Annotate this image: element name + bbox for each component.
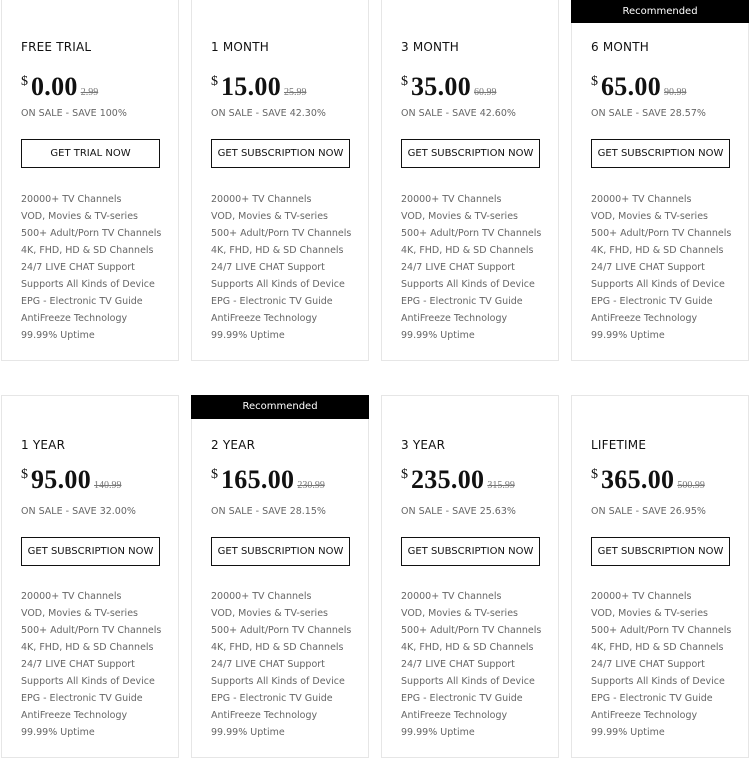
get-subscription-button[interactable]: GET SUBSCRIPTION NOW [211, 139, 350, 168]
feature-item: 500+ Adult/Porn TV Channels [211, 625, 352, 636]
feature-list [401, 588, 541, 741]
feature-item: EPG - Electronic TV Guide [21, 296, 143, 307]
get-trial-button[interactable]: GET TRIAL NOW [21, 139, 160, 168]
feature-item: EPG - Electronic TV Guide [211, 693, 333, 704]
feature-item: EPG - Electronic TV Guide [211, 296, 333, 307]
feature-item: 20000+ TV Channels [401, 194, 502, 205]
feature-item: EPG - Electronic TV Guide [401, 296, 523, 307]
get-subscription-button[interactable]: GET SUBSCRIPTION NOW [401, 537, 540, 566]
feature-item: 4K, FHD, HD & SD Channels [21, 642, 154, 653]
feature-item: VOD, Movies & TV-series [401, 211, 518, 222]
plan-card-6-month [571, 0, 749, 361]
plan-title: LIFETIME [591, 438, 647, 452]
feature-item: 20000+ TV Channels [591, 194, 692, 205]
currency-symbol: $ [401, 467, 408, 482]
old-price: 500.99 [677, 480, 705, 491]
feature-item: VOD, Movies & TV-series [21, 608, 138, 619]
feature-item: 24/7 LIVE CHAT Support [21, 659, 135, 670]
price-amount: 35.00 [411, 72, 471, 101]
feature-item: 4K, FHD, HD & SD Channels [211, 245, 344, 256]
feature-list [21, 588, 161, 741]
sale-text: ON SALE - SAVE 32.00% [21, 506, 136, 517]
plan-price [211, 72, 307, 102]
feature-item: Supports All Kinds of Device [211, 279, 345, 290]
feature-item: EPG - Electronic TV Guide [401, 693, 523, 704]
sale-text: ON SALE - SAVE 28.57% [591, 108, 706, 119]
feature-item: 4K, FHD, HD & SD Channels [21, 245, 154, 256]
feature-item: Supports All Kinds of Device [591, 676, 725, 687]
plan-price [401, 72, 497, 102]
plan-title: 3 YEAR [401, 438, 446, 452]
feature-item: EPG - Electronic TV Guide [591, 693, 713, 704]
feature-item: AntiFreeze Technology [401, 313, 508, 324]
feature-list [591, 191, 731, 344]
old-price: 60.99 [474, 87, 497, 98]
feature-item: 24/7 LIVE CHAT Support [401, 659, 515, 670]
plan-card-3-year [381, 395, 559, 758]
feature-item: VOD, Movies & TV-series [401, 608, 518, 619]
feature-item: 4K, FHD, HD & SD Channels [591, 245, 724, 256]
feature-item: 20000+ TV Channels [211, 591, 312, 602]
feature-item: AntiFreeze Technology [591, 710, 698, 721]
feature-item: Supports All Kinds of Device [21, 676, 155, 687]
plan-title: 2 YEAR [211, 438, 256, 452]
currency-symbol: $ [211, 74, 218, 89]
feature-item: 99.99% Uptime [211, 330, 285, 341]
plan-card-lifetime [571, 395, 749, 758]
plan-card-3-month [381, 0, 559, 361]
feature-item: AntiFreeze Technology [211, 313, 318, 324]
feature-item: AntiFreeze Technology [401, 710, 508, 721]
feature-item: 20000+ TV Channels [21, 591, 122, 602]
feature-item: 4K, FHD, HD & SD Channels [401, 245, 534, 256]
plan-price [211, 465, 325, 495]
plan-title: 6 MONTH [591, 40, 649, 54]
plan-card-2-year [191, 395, 369, 758]
feature-list [591, 588, 731, 741]
old-price: 90.99 [664, 87, 687, 98]
feature-item: 500+ Adult/Porn TV Channels [591, 625, 732, 636]
feature-item: 500+ Adult/Porn TV Channels [21, 625, 162, 636]
feature-item: 99.99% Uptime [21, 727, 95, 738]
sale-text: ON SALE - SAVE 42.60% [401, 108, 516, 119]
plan-card-free-trial [1, 0, 179, 361]
feature-item: VOD, Movies & TV-series [591, 608, 708, 619]
plan-price [401, 465, 515, 495]
plan-price [21, 465, 122, 495]
price-amount: 65.00 [601, 72, 661, 101]
feature-list [211, 588, 351, 741]
feature-item: 4K, FHD, HD & SD Channels [211, 642, 344, 653]
recommended-badge: Recommended [571, 0, 749, 23]
price-amount: 0.00 [31, 72, 78, 101]
get-subscription-button[interactable]: GET SUBSCRIPTION NOW [211, 537, 350, 566]
feature-list [21, 191, 161, 344]
feature-item: 99.99% Uptime [211, 727, 285, 738]
feature-item: VOD, Movies & TV-series [211, 211, 328, 222]
sale-text: ON SALE - SAVE 100% [21, 108, 127, 119]
feature-list [401, 191, 541, 344]
plan-price [21, 72, 98, 102]
feature-item: Supports All Kinds of Device [21, 279, 155, 290]
feature-item: 24/7 LIVE CHAT Support [591, 262, 705, 273]
feature-item: AntiFreeze Technology [21, 710, 128, 721]
plan-card-1-month [191, 0, 369, 361]
feature-item: 20000+ TV Channels [211, 194, 312, 205]
feature-item: 99.99% Uptime [21, 330, 95, 341]
recommended-badge: Recommended [191, 395, 369, 419]
plan-card-1-year [1, 395, 179, 758]
currency-symbol: $ [591, 467, 598, 482]
price-amount: 15.00 [221, 72, 281, 101]
price-amount: 235.00 [411, 465, 485, 494]
feature-item: 99.99% Uptime [401, 330, 475, 341]
feature-item: VOD, Movies & TV-series [211, 608, 328, 619]
feature-item: Supports All Kinds of Device [591, 279, 725, 290]
sale-text: ON SALE - SAVE 25.63% [401, 506, 516, 517]
feature-item: VOD, Movies & TV-series [21, 211, 138, 222]
get-subscription-button[interactable]: GET SUBSCRIPTION NOW [401, 139, 540, 168]
feature-item: 500+ Adult/Porn TV Channels [21, 228, 162, 239]
feature-item: Supports All Kinds of Device [211, 676, 345, 687]
get-subscription-button[interactable]: GET SUBSCRIPTION NOW [21, 537, 160, 566]
price-amount: 165.00 [221, 465, 295, 494]
feature-item: 4K, FHD, HD & SD Channels [401, 642, 534, 653]
plan-price [591, 465, 705, 495]
plan-title: 3 MONTH [401, 40, 459, 54]
feature-item: 24/7 LIVE CHAT Support [211, 659, 325, 670]
currency-symbol: $ [591, 74, 598, 89]
feature-item: EPG - Electronic TV Guide [591, 296, 713, 307]
feature-item: 20000+ TV Channels [591, 591, 692, 602]
feature-item: 99.99% Uptime [401, 727, 475, 738]
currency-symbol: $ [401, 74, 408, 89]
feature-item: 99.99% Uptime [591, 727, 665, 738]
sale-text: ON SALE - SAVE 28.15% [211, 506, 326, 517]
sale-text: ON SALE - SAVE 42.30% [211, 108, 326, 119]
feature-list [211, 191, 351, 344]
plan-title: FREE TRIAL [21, 40, 92, 54]
price-amount: 95.00 [31, 465, 91, 494]
feature-item: 4K, FHD, HD & SD Channels [591, 642, 724, 653]
feature-item: Supports All Kinds of Device [401, 676, 535, 687]
feature-item: AntiFreeze Technology [21, 313, 128, 324]
old-price: 2.99 [80, 87, 99, 98]
price-amount: 365.00 [601, 465, 675, 494]
feature-item: AntiFreeze Technology [591, 313, 698, 324]
currency-symbol: $ [211, 467, 218, 482]
feature-item: 500+ Adult/Porn TV Channels [401, 228, 542, 239]
feature-item: 24/7 LIVE CHAT Support [21, 262, 135, 273]
feature-item: 500+ Adult/Porn TV Channels [591, 228, 732, 239]
feature-item: VOD, Movies & TV-series [591, 211, 708, 222]
feature-item: 24/7 LIVE CHAT Support [211, 262, 325, 273]
plan-title: 1 YEAR [21, 438, 66, 452]
get-subscription-button[interactable]: GET SUBSCRIPTION NOW [591, 139, 730, 168]
plan-title: 1 MONTH [211, 40, 269, 54]
old-price: 25.99 [284, 87, 307, 98]
feature-item: Supports All Kinds of Device [401, 279, 535, 290]
feature-item: 20000+ TV Channels [401, 591, 502, 602]
feature-item: 500+ Adult/Porn TV Channels [211, 228, 352, 239]
get-subscription-button[interactable]: GET SUBSCRIPTION NOW [591, 537, 730, 566]
currency-symbol: $ [21, 467, 28, 482]
feature-item: 20000+ TV Channels [21, 194, 122, 205]
old-price: 140.99 [94, 480, 122, 491]
feature-item: 500+ Adult/Porn TV Channels [401, 625, 542, 636]
sale-text: ON SALE - SAVE 26.95% [591, 506, 706, 517]
currency-symbol: $ [21, 74, 28, 89]
feature-item: AntiFreeze Technology [211, 710, 318, 721]
old-price: 230.99 [297, 480, 325, 491]
old-price: 315.99 [487, 480, 515, 491]
feature-item: EPG - Electronic TV Guide [21, 693, 143, 704]
feature-item: 24/7 LIVE CHAT Support [591, 659, 705, 670]
feature-item: 24/7 LIVE CHAT Support [401, 262, 515, 273]
feature-item: 99.99% Uptime [591, 330, 665, 341]
plan-price [591, 72, 687, 102]
